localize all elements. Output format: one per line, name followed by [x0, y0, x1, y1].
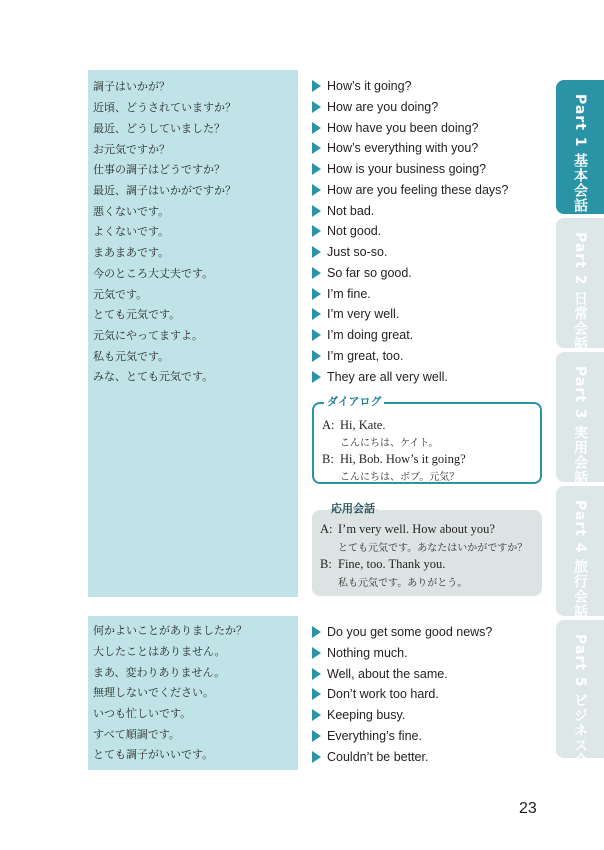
speaker-label: A:: [322, 418, 335, 432]
applied-conversation-box: [312, 502, 542, 596]
en-phrase: Do you get some good news?: [327, 625, 493, 639]
en-phrase-row: [312, 707, 405, 723]
japanese-panel-2: [88, 616, 298, 770]
applied-line-en: [320, 522, 495, 537]
dialog-box: [312, 395, 542, 484]
jp-phrase: すべて順調です。: [93, 728, 180, 741]
tab-label: Part 2 日常会話: [572, 232, 588, 352]
tab-label: Part 1 基本会話: [572, 94, 588, 214]
jp-phrase: 元気です。: [93, 288, 148, 301]
en-phrase-row: [312, 99, 438, 115]
jp-phrase: 近頃、どうされていますか？: [93, 101, 236, 114]
tab-label: Part 5 ビジネス会話: [572, 634, 588, 784]
speaker-label: B:: [320, 557, 332, 571]
tab-label: Part 3 実用会話: [572, 366, 588, 486]
applied-en-text: Fine, too. Thank you.: [338, 557, 446, 571]
en-phrase: So far so good.: [327, 266, 412, 280]
en-phrase-row: [312, 666, 448, 682]
triangle-bullet-icon: [312, 163, 321, 175]
jp-phrase: 悪くないです。: [93, 205, 170, 218]
en-phrase: How is your business going?: [327, 162, 487, 176]
jp-phrase: とても元気です。: [93, 308, 181, 321]
en-phrase: Nothing much.: [327, 646, 408, 660]
jp-phrase: 調子はいかが？: [93, 80, 170, 93]
jp-phrase: 元気にやってますよ。: [93, 329, 203, 342]
japanese-panel-1: [88, 70, 298, 597]
en-phrase: Not good.: [327, 224, 382, 238]
tab-part-4[interactable]: [556, 486, 604, 620]
en-phrase-row: [312, 203, 374, 219]
en-phrase: Just so-so.: [327, 245, 388, 259]
jp-phrase: 無理しないでください。: [93, 686, 214, 699]
en-phrase-row: [312, 749, 428, 765]
en-phrase-row: [312, 223, 381, 239]
triangle-bullet-icon: [312, 626, 321, 638]
en-phrase: I’m doing great.: [327, 328, 414, 342]
en-phrase-row: [312, 624, 492, 640]
en-phrase: They are all very well.: [327, 370, 448, 384]
applied-title: 応用会話: [328, 502, 378, 516]
jp-phrase: 最近、調子はいかがですか？: [93, 184, 236, 197]
triangle-bullet-icon: [312, 668, 321, 680]
en-phrase: How’s it going?: [327, 79, 412, 93]
en-phrase: How have you been doing?: [327, 121, 479, 135]
triangle-bullet-icon: [312, 205, 321, 217]
en-phrase-row: [312, 306, 399, 322]
jp-phrase: 今のところ大丈夫です。: [93, 267, 214, 280]
en-phrase-row: [312, 327, 413, 343]
applied-en-text: I’m very well. How about you?: [338, 522, 495, 536]
en-phrase: How are you doing?: [327, 100, 439, 114]
dialog-line-en: [322, 418, 385, 433]
triangle-bullet-icon: [312, 329, 321, 341]
triangle-bullet-icon: [312, 751, 321, 763]
tab-part-1[interactable]: [556, 80, 604, 214]
triangle-bullet-icon: [312, 647, 321, 659]
en-phrase-row: [312, 348, 403, 364]
en-phrase: I’m very well.: [327, 307, 400, 321]
dialog-line-en: [322, 452, 466, 467]
applied-line-jp: 私も元気です。ありがとう。: [338, 578, 468, 589]
triangle-bullet-icon: [312, 142, 321, 154]
jp-phrase: みな、とても元気です。: [93, 370, 214, 383]
en-phrase: Couldn’t be better.: [327, 750, 429, 764]
dialog-en-text: Hi, Bob. How’s it going?: [340, 452, 466, 466]
en-phrase-row: [312, 369, 448, 385]
en-phrase: Well, about the same.: [327, 667, 448, 681]
triangle-bullet-icon: [312, 267, 321, 279]
triangle-bullet-icon: [312, 80, 321, 92]
en-phrase-row: [312, 182, 508, 198]
en-phrase: How are you feeling these days?: [327, 183, 509, 197]
triangle-bullet-icon: [312, 184, 321, 196]
applied-line-en: [320, 557, 445, 572]
dialog-line-jp: こんにちは、ケイト。: [340, 438, 439, 449]
applied-line-jp: とても元気です。あなたはいかがですか？: [338, 543, 528, 554]
en-phrase-row: [312, 645, 408, 661]
triangle-bullet-icon: [312, 730, 321, 742]
tab-part-2[interactable]: [556, 218, 604, 352]
jp-phrase: まあまあです。: [93, 246, 170, 259]
jp-phrase: とても調子がいいです。: [93, 748, 214, 761]
en-phrase: Not bad.: [327, 204, 375, 218]
tab-label: Part 4 旅行会話: [572, 500, 588, 620]
triangle-bullet-icon: [312, 225, 321, 237]
en-phrase-row: [312, 265, 412, 281]
dialog-line-jp: こんにちは、ボブ。元気？: [340, 472, 460, 483]
jp-phrase: 私も元気です。: [93, 350, 170, 363]
triangle-bullet-icon: [312, 101, 321, 113]
en-phrase-row: [312, 728, 422, 744]
en-phrase: I’m great, too.: [327, 349, 404, 363]
triangle-bullet-icon: [312, 688, 321, 700]
speaker-label: A:: [320, 522, 333, 536]
en-phrase: I’m fine.: [327, 287, 371, 301]
triangle-bullet-icon: [312, 246, 321, 258]
en-phrase-row: [312, 78, 412, 94]
triangle-bullet-icon: [312, 371, 321, 383]
dialog-en-text: Hi, Kate.: [340, 418, 386, 432]
tab-part-5[interactable]: [556, 620, 604, 784]
triangle-bullet-icon: [312, 288, 321, 300]
en-phrase-row: [312, 286, 371, 302]
en-phrase-row: [312, 140, 478, 156]
jp-phrase: 最近、どうしていました？: [93, 122, 225, 135]
en-phrase-row: [312, 686, 439, 702]
tab-part-3[interactable]: [556, 352, 604, 486]
triangle-bullet-icon: [312, 308, 321, 320]
jp-phrase: 大したことはありません。: [93, 645, 226, 658]
triangle-bullet-icon: [312, 122, 321, 134]
en-phrase: How’s everything with you?: [327, 141, 479, 155]
jp-phrase: いつも忙しいです。: [93, 707, 192, 720]
triangle-bullet-icon: [312, 709, 321, 721]
speaker-label: B:: [322, 452, 334, 466]
jp-phrase: お元気ですか？: [93, 143, 170, 156]
jp-phrase: 何かよいことがありましたか？: [93, 624, 247, 637]
page-number: 23: [519, 800, 537, 817]
en-phrase: Keeping busy.: [327, 708, 406, 722]
en-phrase-row: [312, 244, 387, 260]
jp-phrase: 仕事の調子はどうですか？: [93, 163, 225, 176]
en-phrase: Don’t work too hard.: [327, 687, 439, 701]
triangle-bullet-icon: [312, 350, 321, 362]
en-phrase-row: [312, 161, 486, 177]
en-phrase-row: [312, 120, 479, 136]
jp-phrase: よくないです。: [93, 225, 170, 238]
jp-phrase: まあ、変わりありません。: [93, 666, 226, 679]
dialog-title: ダイアログ: [324, 395, 384, 409]
en-phrase: Everything’s fine.: [327, 729, 422, 743]
